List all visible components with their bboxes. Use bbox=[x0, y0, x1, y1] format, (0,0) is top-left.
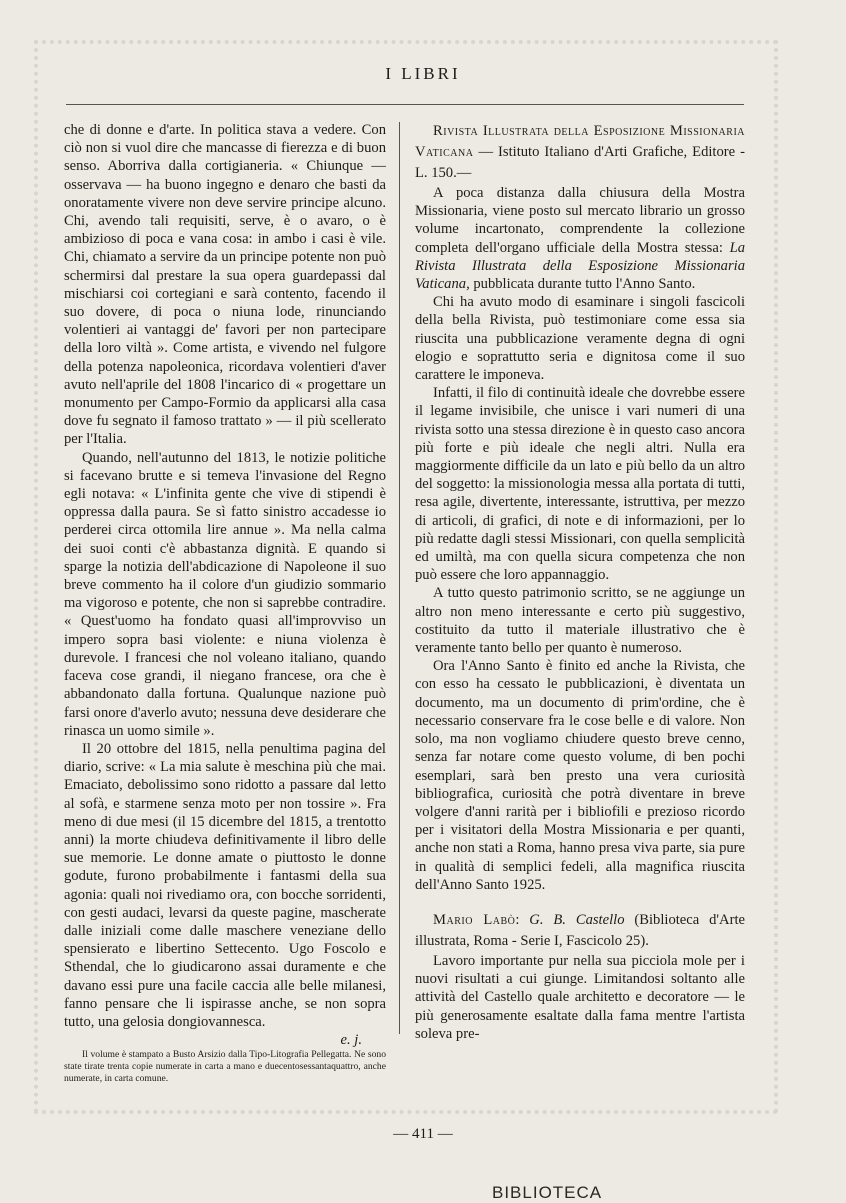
right-paragraph-1-italic: La Rivista Illustrata della Esposizione Missionaria Vaticana, bbox=[415, 239, 745, 293]
right-paragraph-1-text: A poca distanza dalla chiusura della Mostra Missionaria, viene posto sul mercato librario un grosso volume incartonato, comprendente la collezione completa dell'organo ufficiale della Mostra stessa: bbox=[415, 185, 745, 256]
right-column bbox=[415, 121, 745, 1043]
review-title-1: Rivista Illustrata della Esposizione Missionaria Vaticana bbox=[415, 123, 745, 160]
right-paragraph-4: A tutto questo patrimonio scritto, se ne aggiunge un altro non meno interessante e certo più suggestivo, costituito da tutto il materiale illustrativo che è veramente tanto bello per quanto è numeroso. bbox=[415, 585, 745, 657]
review-separator-2: : bbox=[515, 911, 530, 928]
left-paragraph-1: che di donne e d'arte. In politica stava a vedere. Con ciò non si vuol dire che mancasse di fierezza e di buon senso. Aborriva dalla cortigianeria. « Chiunque — osservava — ha buono ingegno e denaro che basti da onoratamente vivere non deve servire principe alcuno. Chi, avendo tali requisiti, serve, è o avaro, o è ambizioso di poca e vana cosa: in ambo i casi è vile. Chi, chiamato a servire da un principe potente non può schermirsi dal prestare la sua opera guardерassi dal mischiarsi coi cortegiani e sarà contento, facendo il suo dovere, di poca o niuna lode, rinunciando volentieri ai vantaggi de' favori per non partecipare della loro viltà ». Come artista, e vivendo nel fulgore della potenza napoleonica, ricordava volentieri d'aver avuto nell'aprile del 1808 l'incarico di « progettare un monumento per Campo-Formio da applicarsi alla casa dove fu segnato il famoso trattato » — il più scellerato per l'Italia. bbox=[64, 122, 386, 448]
section-gap bbox=[415, 894, 745, 910]
review-book-title-2: G. B. Castello bbox=[529, 911, 625, 928]
right-paragraph-1 bbox=[415, 184, 745, 293]
page-header: I LIBRI bbox=[385, 64, 461, 83]
right-paragraph-3: Infatti, il filo di continuità ideale che dovrebbe essere il legame invisibile, che unisce i vari numeri di una rivista sotto una stessa direzione è in questo caso ancora più forte e più ideale che negli altri. Nulla era maggiormente difficile da un lato e più bello da un altro del soggetto: la missionologia messa alla portata di tutti, resa agile, divertente, interessante, istruttiva, per mezzo di articoli, di grafici, di note e di informazioni, per lo più redatte dagli stessi Missionari, con quella semplicità ed umiltà, ma con quella sicura competenza che non può essere che loro appannaggio. bbox=[415, 385, 745, 584]
page-number: — 411 — bbox=[393, 1126, 453, 1142]
signature: e. j. bbox=[340, 1032, 362, 1049]
left-column bbox=[64, 121, 386, 1085]
review-publisher-1: — Istituto Italiano d'Arti Grafiche, Editore - L. 150.— bbox=[415, 144, 745, 181]
library-stamp: BIBLIOTECA bbox=[492, 1183, 603, 1202]
header-rule bbox=[66, 104, 744, 105]
right-paragraph-1-end: pubblicata durante tutto l'Anno Santo. bbox=[469, 276, 696, 293]
left-paragraph-3: Il 20 ottobre del 1815, nella penultima pagina del diario, scrive: « La mia salute è meschina più che mai. Emaciato, debolissimo sono ridotto a passare dal letto al sofà, e starmene senza moto per non tossire ». Fra meno di due mesi (il 15 dicembre del 1815, a trentotto anni) la morte chiudeva definitivamente il libro delle sue memorie. Le donne amate o piuttosto le donne godute, furono probabilmente i fantasmi della sua agonia: quali noi rivediamo ora, con bocche sorridenti, con gesti audaci, levarsi da queste pagine, mascherate dalle iniziali come dalle maschere veneziane dello spensierato e libertino Settecento. Ugo Foscolo e Sthendal, che lo giudicarono assai duramente e che davano essi pure una facile caccia alle belle milanesi, fanno pensare che li ispirasse anche, se non sopra tutto, una gelosia dongiovannesca. bbox=[64, 740, 386, 1030]
left-paragraph-2: Quando, nell'autunno del 1813, le notizie politiche si facevano brutte e si temeva l'invasione del Regno egli notava: « L'infinita gente che vive di stipendi è oppressa dalla paura. Se sì fatto sinistro accadesse io perderei circa ottomila lire annue ». Ma nella calma dei suoi conti c'è abbastanza dignità. E quando si sparge la notizia dell'abdicazione di Napoleone il suo breve commento ha il colore d'un giudizio sommario ma vigoroso e potente, che non si saprebbe contradire. « Quest'uomo ha fondato quasi all'improvviso un impero sopra basi violente: e niuna violenza è durevole. I francesi che nol voleano italiano, quando faceva cose grandi, il niegano francese, ora che è abbandonato dalla fortuna. Qualunque nazione può farsi onore d'averlo avuto; nessuna deve desiderare che rinasca un uomo simile ». bbox=[64, 449, 386, 739]
review-details-2: (Biblioteca d'Arte illustrata, Roma - Serie I, Fascicolo 25). bbox=[415, 911, 745, 949]
review-heading-2 bbox=[415, 910, 745, 952]
review-author-2: Mario Labò bbox=[433, 911, 516, 928]
signature-line bbox=[64, 1031, 386, 1049]
column-divider bbox=[399, 122, 400, 1034]
footnote: Il volume è stampato a Busto Arsizio dalla Tipo-Litografia Pellegatta. Ne sono state tirate trenta copie numerate in carta a mano e duecentosessantaquattro, anche numerate, in carta comune. bbox=[64, 1049, 386, 1085]
right-paragraph-6: Lavoro importante pur nella sua picciola mole per i nuovi risultati a cui giunge. Limitandosi soltanto alle attività del Castello quale architetto e decoratore — le più generosamente esaltate dalla fama mentre l'artista soleva pre- bbox=[415, 952, 745, 1042]
right-paragraph-2: Chi ha avuto modo di esaminare i singoli fascicoli della bella Rivista, può testimoniare come essa sia riuscita una pubblicazione veramente degna di ogni elogio e soprattutto seria e dignitosa come il suo carattere le imponeva. bbox=[415, 294, 745, 384]
right-paragraph-5: Ora l'Anno Santo è finito ed anche la Rivista, che con esso ha cessato le pubblicazioni, è diventata un documento, ma un documento di prim'ordine, che è necessario conservare fra le cose belle e di valore. Non solo, ma non vogliamo chiudere questo breve cenno, senza far notare come questo volume, di ben pochi esemplari, sarà ben presto una vera curiosità bibliografica, curiosità che potrà diventare in breve volgere d'anni rarità per i bibliofili e prezioso ricordo per i visitatori della Mostra Missionaria e per quanti, anche non stati a Roma, hanno presa viva parte, sia pure in qualità di semplici fedeli, alla magnifica riuscita dell'Anno Santo 1925. bbox=[415, 658, 745, 893]
review-heading-1 bbox=[415, 121, 745, 184]
